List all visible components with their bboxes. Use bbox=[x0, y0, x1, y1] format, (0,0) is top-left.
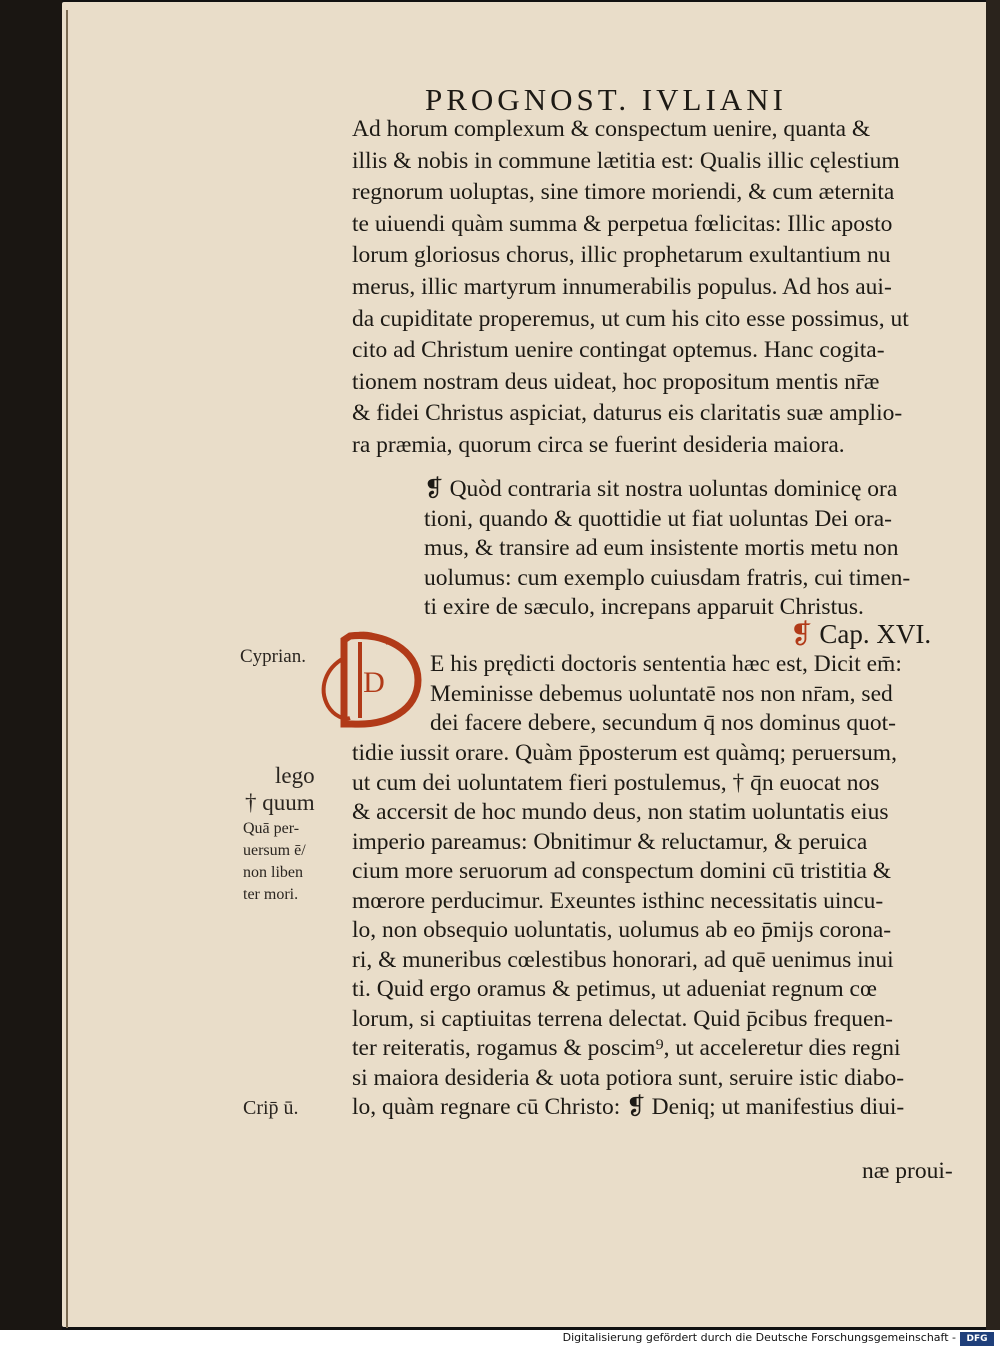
chapter-label: Cap. XVI. bbox=[819, 619, 932, 649]
summary-line: uolumus: cum exemplo cuiusdam fratris, cui timen- bbox=[424, 564, 911, 591]
margin-gloss-line: non liben bbox=[243, 864, 303, 881]
body-line: Meminisse debemus uoluntatē nos non nr̄am, sed bbox=[430, 680, 893, 707]
body-line: imperio pareamus: Obnitimur & reluctamur, & peruica bbox=[352, 828, 868, 855]
drop-cap-letter: D bbox=[363, 666, 385, 699]
text-line: cito ad Christum uenire contingat optemus. Hanc cogita- bbox=[352, 337, 885, 364]
text-line: ra præmia, quorum circa se fuerint desideria maiora. bbox=[352, 432, 845, 458]
body-line: lo, non obsequio uoluntatis, uolumus ab eo p̄mijs corona- bbox=[352, 917, 892, 943]
page-gutter-line bbox=[66, 10, 68, 1328]
scan-right-border bbox=[986, 0, 1000, 1330]
text-line: tionem nostram deus uideat, hoc propositum mentis nr̄æ bbox=[352, 368, 880, 395]
margin-note-correction: lego bbox=[275, 763, 315, 788]
margin-gloss-line: ter mori. bbox=[243, 886, 299, 903]
chapter-heading bbox=[790, 619, 931, 650]
margin-note-reference: Crip̄ ū. bbox=[243, 1097, 299, 1119]
text-line: illis & nobis in commune lætitia est: Qualis illic cęlestium bbox=[352, 147, 900, 174]
summary-line: ❡ Quòd contraria sit nostra uoluntas dominicę ora bbox=[424, 476, 898, 502]
paragraph-mark: ❡ bbox=[790, 619, 813, 649]
margin-note-correction: † quum bbox=[245, 790, 315, 815]
summary-line: ti exire de sæculo, increpans apparuit Christus. bbox=[424, 594, 864, 620]
drop-cap-initial bbox=[314, 628, 426, 728]
body-line: ter reiteratis, rogamus & poscim⁹, ut acceleretur dies regni bbox=[352, 1035, 901, 1061]
catchword: næ proui- bbox=[862, 1158, 953, 1184]
body-line: ri, & muneribus cœlestibus honorari, ad quē uenimus inui bbox=[352, 946, 894, 973]
text-line: regnorum uoluptas, sine timore moriendi, & cum æternita bbox=[352, 179, 895, 206]
text-line: da cupiditate properemus, ut cum his cito esse possimus, ut bbox=[352, 305, 909, 332]
text-line: & fidei Christus aspiciat, daturus eis claritatis suæ amplio- bbox=[352, 400, 903, 427]
footer-credit: Digitalisierung gefördert durch die Deutsche Forschungsgemeinschaft - bbox=[562, 1331, 956, 1344]
margin-note-source: Cyprian. bbox=[240, 646, 306, 667]
dfg-logo: DFG bbox=[960, 1332, 994, 1346]
body-line: tidie iussit orare. Quàm p̄posterum est quàmq; peruersum, bbox=[352, 740, 897, 766]
text-line: lorum gloriosus chorus, illic prophetarum exultantium nu bbox=[352, 242, 891, 269]
body-line: & accersit de hoc mundo deus, non statim uoluntatis eius bbox=[352, 799, 889, 825]
body-line: dei facere debere, secundum q̄ nos dominus quot- bbox=[430, 710, 896, 736]
summary-line: tioni, quando & quottidie ut fiat uoluntas Dei ora- bbox=[424, 505, 892, 532]
text-line: merus, illic martyrum innumerabilis populus. Ad hos aui- bbox=[352, 274, 892, 300]
body-line: cium more seruorum ad conspectum domini cū tristitia & bbox=[352, 858, 892, 884]
text-line: Ad horum complexum & conspectum uenire, quanta & bbox=[352, 116, 871, 142]
body-line: lorum, si captiuitas terrena delectat. Quid p̄cibus frequen- bbox=[352, 1005, 893, 1032]
scan-left-border bbox=[0, 0, 62, 1330]
body-line: E his prędicti doctoris sententia hæc est, Dicit em̄: bbox=[430, 651, 902, 677]
summary-line: mus, & transire ad eum insistente mortis metu non bbox=[424, 535, 899, 561]
body-line: ti. Quid ergo oramus & petimus, ut adueniat regnum cœ bbox=[352, 976, 877, 1002]
margin-gloss-line: uersum ē/ bbox=[243, 842, 306, 859]
body-line: mœrore perducimur. Exeuntes isthinc necessitatis uincu- bbox=[352, 887, 884, 914]
margin-gloss-line: Quā per- bbox=[243, 820, 300, 837]
body-line: ut cum dei uoluntatem fieri postulemus, † q̄n euocat nos bbox=[352, 769, 880, 796]
body-line: si maiora desideria & uota potiora sunt, seruire istic diabo- bbox=[352, 1064, 905, 1091]
text-line: te uiuendi quàm summa & perpetua fœlicitas: Illic aposto bbox=[352, 210, 893, 237]
body-line: lo, quàm regnare cū Christo: ❡ Deniq; ut manifestius diui- bbox=[352, 1094, 905, 1120]
running-title: PROGNOST. IVLIANI bbox=[425, 82, 787, 117]
